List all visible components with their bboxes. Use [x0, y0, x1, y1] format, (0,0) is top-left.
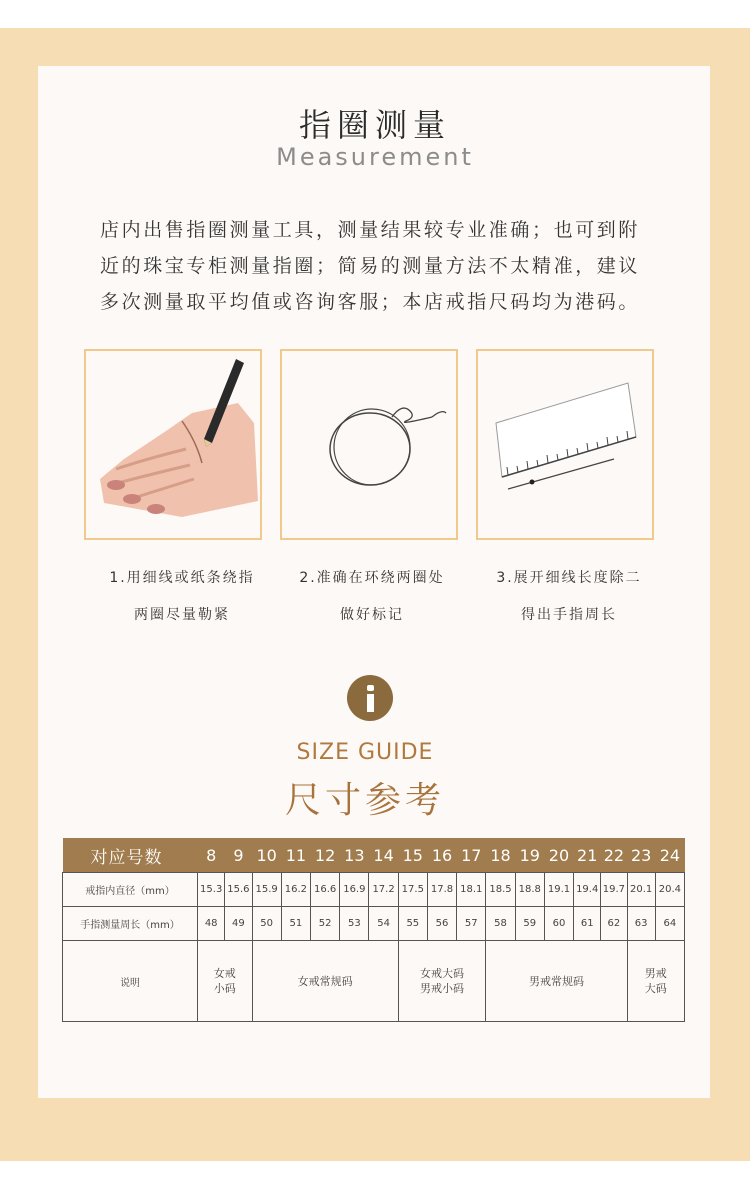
page-title: 指圈测量 — [298, 106, 451, 144]
size-table — [62, 838, 685, 1022]
circumference-cell: 61 — [574, 907, 601, 941]
circumference-cell: 50 — [252, 907, 281, 941]
size-cell: 21 — [574, 838, 601, 873]
row-label-diameter: 戒指内直径（mm） — [63, 873, 198, 907]
diameter-cell: 18.5 — [486, 873, 515, 907]
size-cell: 18 — [486, 838, 515, 873]
size-cell: 8 — [198, 838, 225, 873]
diameter-cell: 19.7 — [601, 873, 627, 907]
size-cell: 12 — [310, 838, 339, 873]
diameter-cell: 15.3 — [198, 873, 225, 907]
circumference-cell: 56 — [427, 907, 456, 941]
table-header-row — [63, 838, 685, 873]
step-3-caption: 3.展开细线长度除二 得出手指周长 — [496, 570, 642, 623]
table-row — [63, 907, 685, 941]
note-cell: 女戒常规码 — [252, 941, 398, 1022]
diameter-cell: 16.2 — [281, 873, 310, 907]
intro-line: 多次测量取平均值或咨询客服；本店戒指尺码均为港码。 — [100, 291, 641, 313]
size-cell: 11 — [281, 838, 310, 873]
circumference-cell: 53 — [340, 907, 369, 941]
size-cell: 23 — [627, 838, 655, 873]
size-cell: 24 — [655, 838, 684, 873]
diameter-cell: 16.9 — [340, 873, 369, 907]
diameter-cell: 18.1 — [457, 873, 486, 907]
diameter-cell: 18.8 — [515, 873, 544, 907]
note-cell: 男戒 大码 — [627, 941, 684, 1022]
size-cell: 22 — [601, 838, 627, 873]
intro-paragraph — [100, 212, 660, 320]
row-label-circumference: 手指测量周长（mm） — [63, 907, 198, 941]
intro-line: 近的珠宝专柜测量指圈；简易的测量方法不太精准，建议 — [100, 255, 641, 277]
step-1-caption: 1.用细线或纸条绕指 两圈尽量勒紧 — [109, 570, 255, 623]
header-label: 对应号数 — [63, 838, 198, 873]
size-cell: 13 — [340, 838, 369, 873]
circumference-cell: 57 — [457, 907, 486, 941]
diameter-cell: 16.6 — [310, 873, 339, 907]
note-cell: 女戒 小码 — [198, 941, 252, 1022]
diameter-cell: 20.1 — [627, 873, 655, 907]
step-3-illustration — [476, 349, 654, 540]
row-label-note: 说明 — [63, 941, 198, 1022]
circumference-cell: 60 — [544, 907, 573, 941]
diameter-cell: 15.9 — [252, 873, 281, 907]
intro-line: 店内出售指圈测量工具，测量结果较专业准确；也可到附 — [100, 219, 641, 241]
circumference-cell: 48 — [198, 907, 225, 941]
circumference-cell: 54 — [369, 907, 398, 941]
diameter-cell: 15.6 — [225, 873, 252, 907]
size-cell: 10 — [252, 838, 281, 873]
circumference-cell: 52 — [310, 907, 339, 941]
diameter-cell: 17.2 — [369, 873, 398, 907]
ruler-icon — [478, 351, 652, 538]
step-2-caption: 2.准确在环绕两圈处 做好标记 — [299, 570, 445, 623]
page-subtitle: Measurement — [276, 143, 474, 171]
note-cell: 女戒大码 男戒小码 — [398, 941, 486, 1022]
step-2-illustration — [280, 349, 458, 540]
circumference-cell: 59 — [515, 907, 544, 941]
size-cell: 20 — [544, 838, 573, 873]
size-guide-title-en: SIZE GUIDE — [296, 740, 434, 765]
string-loop-icon — [282, 351, 456, 538]
table-row — [63, 873, 685, 907]
note-cell: 男戒常规码 — [486, 941, 627, 1022]
size-cell: 15 — [398, 838, 427, 873]
hand-pencil-icon — [86, 351, 260, 538]
size-cell: 9 — [225, 838, 252, 873]
circumference-cell: 49 — [225, 907, 252, 941]
step-1-illustration — [84, 349, 262, 540]
circumference-cell: 58 — [486, 907, 515, 941]
size-cell: 16 — [427, 838, 456, 873]
circumference-cell: 51 — [281, 907, 310, 941]
circumference-cell: 62 — [601, 907, 627, 941]
size-guide-title-cn: 尺寸参考 — [284, 780, 445, 821]
circumference-cell: 55 — [398, 907, 427, 941]
diameter-cell: 19.4 — [574, 873, 601, 907]
diameter-cell: 17.8 — [427, 873, 456, 907]
circumference-cell: 64 — [655, 907, 684, 941]
size-cell: 17 — [457, 838, 486, 873]
diameter-cell: 17.5 — [398, 873, 427, 907]
info-icon — [347, 675, 393, 721]
table-row — [63, 941, 685, 1022]
size-cell: 19 — [515, 838, 544, 873]
diameter-cell: 19.1 — [544, 873, 573, 907]
size-cell: 14 — [369, 838, 398, 873]
circumference-cell: 63 — [627, 907, 655, 941]
diameter-cell: 20.4 — [655, 873, 684, 907]
